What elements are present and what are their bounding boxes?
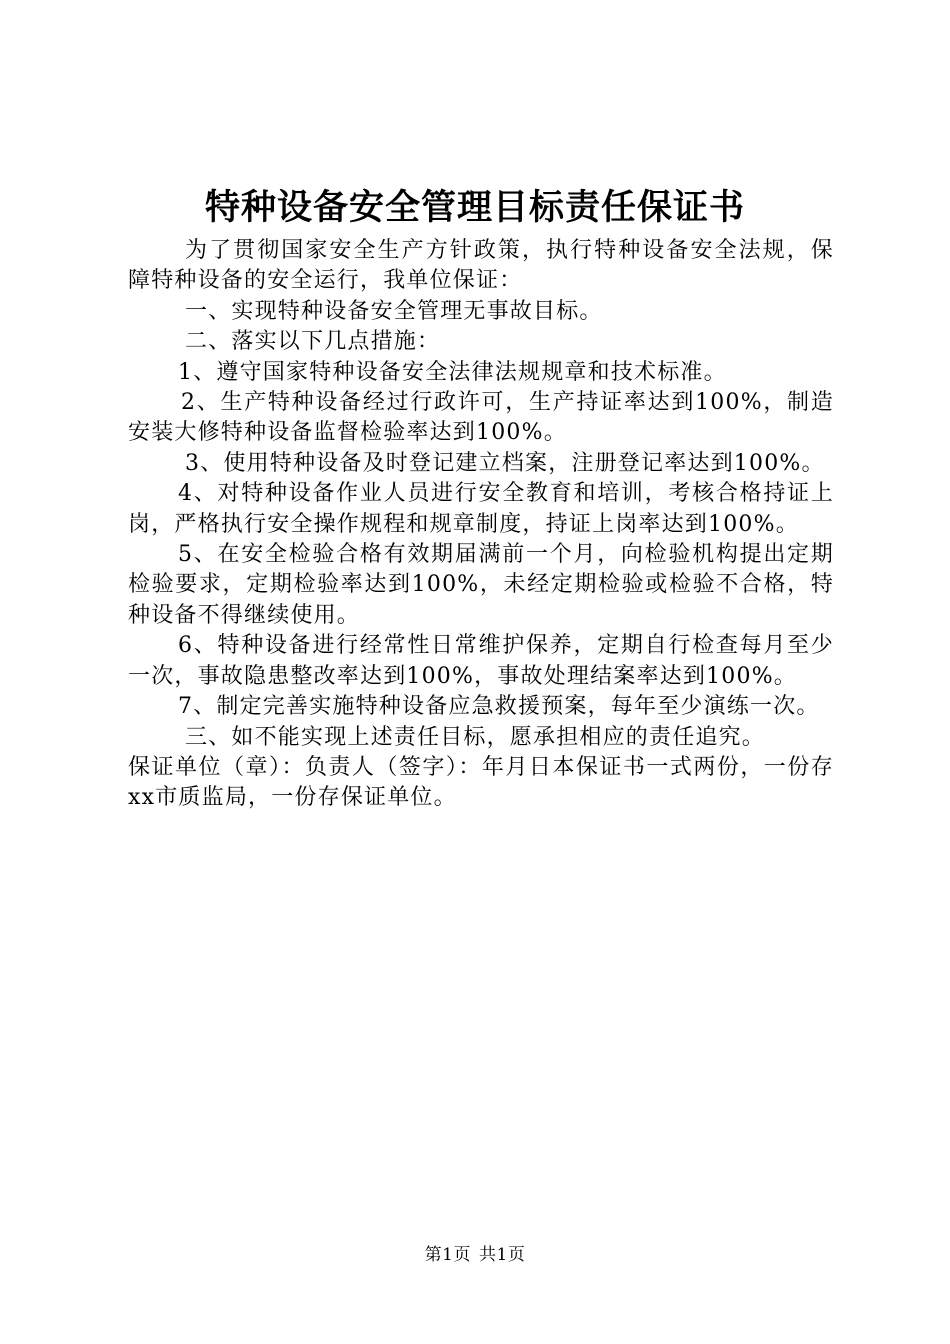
paragraph-section-2: 二、落实以下几点措施： <box>185 329 441 355</box>
paragraph-section-1: 一、实现特种设备安全管理无事故目标。 <box>185 298 603 324</box>
paragraph-item-1: 1、遵守国家特种设备安全法律法规规章和技术标准。 <box>178 359 727 385</box>
paragraph-item-6: 6、特种设备进行经常性日常维护保养，定期自行检查每月至少一次，事故隐患整改率达到100%，事故处理结案率达到100%。 <box>128 633 834 689</box>
document-title: 特种设备安全管理目标责任保证书 <box>204 187 745 228</box>
page-number: 第1页 <box>424 1245 471 1265</box>
paragraph-intro: 为了贯彻国家安全生产方针政策，执行特种设备安全法规，保障特种设备的安全运行，我单位保证： <box>128 238 834 294</box>
paragraph-signature: 保证单位（章）：负责人（签字）：年月日本保证书一式两份，一份存xx市质监局，一份存保证单位。 <box>128 754 834 811</box>
paragraph-item-5: 5、在安全检验合格有效期届满前一个月，向检验机构提出定期检验要求，定期检验率达到100%，未经定期检验或检验不合格，特种设备不得继续使用。 <box>128 542 834 628</box>
paragraph-section-3: 三、如不能实现上述责任目标，愿承担相应的责任追究。 <box>185 724 766 750</box>
paragraph-item-3: 3、使用特种设备及时登记建立档案，注册登记率达到100%。 <box>185 450 825 476</box>
paragraph-item-2: 2、生产特种设备经过行政许可，生产持证率达到100%，制造安装大修特种设备监督检验率达到100%。 <box>128 390 834 446</box>
paragraph-item-7: 7、制定完善实施特种设备应急救援预案，每年至少演练一次。 <box>178 694 820 720</box>
paragraph-item-4: 4、对特种设备作业人员进行安全教育和培训，考核合格持证上岗，严格执行安全操作规程和规章制度，持证上岗率达到100%。 <box>128 481 834 537</box>
page-total: 共1页 <box>479 1245 526 1265</box>
page-footer <box>0 1243 950 1267</box>
document-body <box>128 236 834 814</box>
